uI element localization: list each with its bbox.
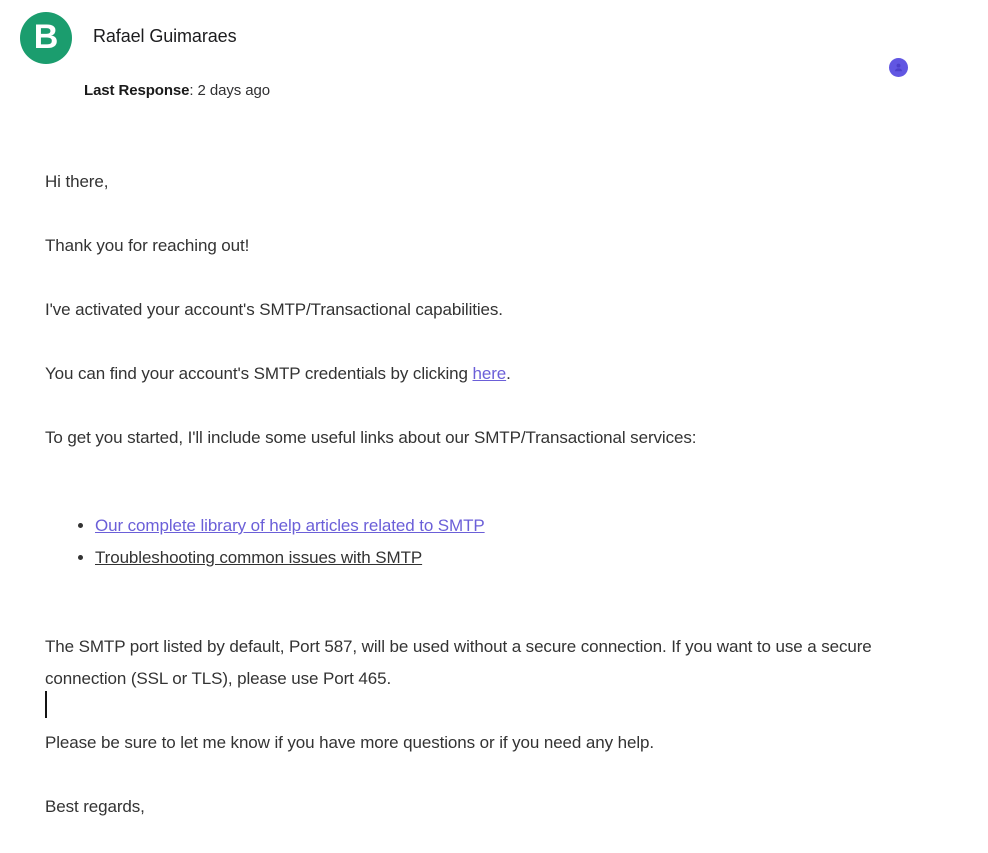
list-item	[95, 510, 943, 542]
person-icon	[892, 61, 905, 74]
paragraph-activation: I've activated your account's SMTP/Transactional capabilities.	[45, 300, 503, 319]
last-response	[84, 82, 270, 99]
credentials-here-link[interactable]: here	[472, 364, 507, 383]
credentials-text: You can find your account's SMTP credentials by clicking	[45, 364, 473, 383]
sender-name: Rafael Guimaraes	[93, 26, 237, 46]
brevo-logo	[20, 12, 72, 64]
caret-line[interactable]	[45, 695, 943, 727]
paragraph-credentials	[45, 358, 943, 390]
brevo-logo-letter: B	[33, 18, 59, 56]
paragraph-port-info: The SMTP port listed by default, Port 587, will be used without a secure connection. If you want to use a secure connection (SSL or TLS), please use Port 465.	[45, 637, 872, 688]
user-avatar[interactable]	[889, 58, 908, 77]
list-item	[95, 542, 943, 574]
paragraph-greeting: Hi there,	[45, 172, 109, 191]
last-response-label: Last Response	[84, 82, 190, 99]
paragraph-links-intro: To get you started, I'll include some useful links about our SMTP/Transactional services:	[45, 428, 697, 447]
conversation-header	[0, 0, 988, 100]
credentials-suffix: .	[506, 364, 511, 383]
last-response-value: : 2 days ago	[189, 82, 270, 99]
paragraph-closing: Best regards,	[45, 797, 145, 816]
text-cursor	[45, 691, 47, 718]
paragraph-follow-up: Please be sure to let me know if you have more questions or if you need any help.	[45, 733, 654, 752]
paragraph-thanks: Thank you for reaching out!	[45, 236, 250, 255]
message-body[interactable]	[0, 100, 988, 823]
troubleshooting-link[interactable]: Troubleshooting common issues with SMTP	[95, 548, 423, 567]
help-articles-link[interactable]: Our complete library of help articles related to SMTP	[95, 516, 485, 535]
resource-links-list	[45, 510, 943, 574]
